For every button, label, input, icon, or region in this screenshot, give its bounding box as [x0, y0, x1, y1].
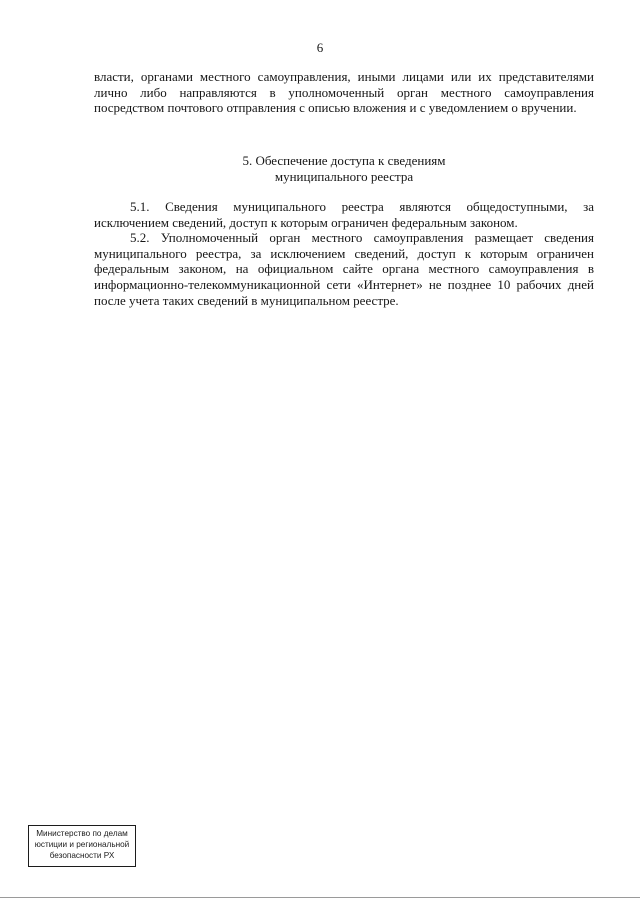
page-number: 6 [316, 40, 324, 55]
stamp-line-2: юстиции и региональной [34, 840, 130, 849]
stamp-line-3: безопасности РХ [49, 851, 115, 860]
stamp-line-1: Министерство по делам [36, 829, 128, 838]
section-5-body [94, 199, 594, 308]
section-heading-line-2: муниципального реестра [274, 169, 414, 184]
paragraph-5-1: 5.1. Сведения муниципального реестра являются общедоступными, за исключением сведений, доступ к которым ограничен федеральным законом. [94, 199, 594, 230]
continuation-text: власти, органами местного самоуправления, иными лицами или их представителями лично либо направляются в уполномоченный орган местного самоуправления посредством почтового отправления с описью вложения и с уведомлением о вручении. [94, 69, 594, 116]
continuation-paragraph [94, 69, 594, 116]
bottom-edge-line [0, 897, 640, 898]
paragraph-5-2: 5.2. Уполномоченный орган местного самоуправления размещает сведения муниципального реестра, за исключением сведений, доступ к которым ограничен федеральным законом, на официальном сайте органа местного самоуправления в информационно-телекоммуникационной сети «Интернет» не позднее 10 рабочих дней после учета таких сведений в муниципальном реестре. [94, 230, 594, 308]
ministry-stamp [28, 825, 136, 867]
section-5-heading [94, 153, 594, 185]
section-heading-line-1: 5. Обеспечение доступа к сведениям [242, 153, 446, 168]
